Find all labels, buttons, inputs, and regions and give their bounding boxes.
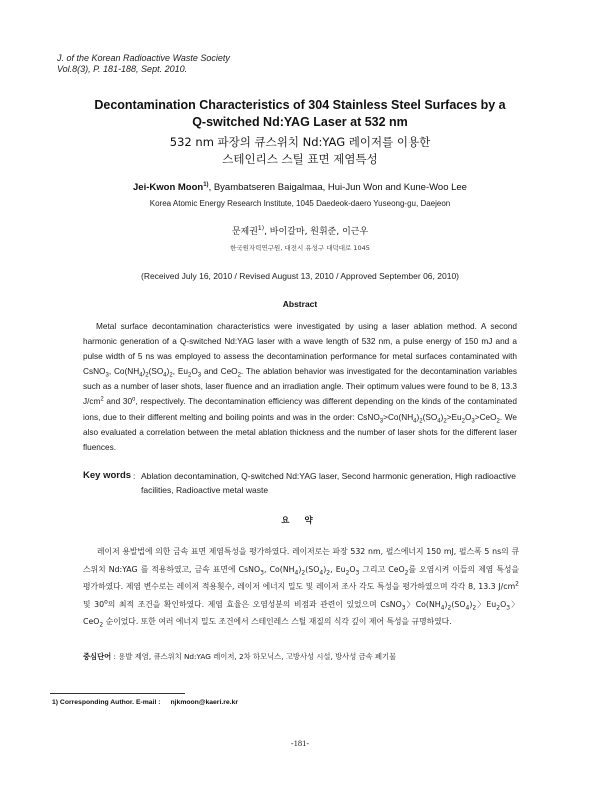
author-list — [40, 182, 560, 193]
abstract-paragraph: Metal surface decontamination characteristics were investigated by using a laser ablation method. A second harmonic generation of a Q-switched Nd:YAG laser with a wave length of 532 nm, a pulse energy of 150 mJ and a pulse width of 5 ns was employed to assess the decontamination performance for metal surfaces contaminated with CsNO$_3$, $Co(NH_4)_2(SO_4)_2$, $Eu_2O_3$ and CeO$_2$. The ablation behavior was investigated for the decontamination variables such as a number of laser shots, laser fluence and an irradiation angle. Their optimum values were found to be 8, 13.3 $J/cm^2$ and 30$^o$, respectively. The decontamination efficiency was different depending on the kinds of the contaminated ions, due to their different melting and boiling points and was in the order: $CsNO_3>Co(NH_4)_2(SO_4)_2>Eu_2O_3>CeO_2$. We also evaluated a correlation between the metal ablation thickness and the number of laser shots for the different laser fluences. — [83, 322, 518, 452]
korean-keywords — [83, 652, 523, 662]
keywords-colon: : — [133, 471, 136, 481]
co-authors: , Byambatseren Baigalmaa, Hui-Jun Won and Kune-Woo Lee — [208, 182, 467, 194]
english-title-line-1: Decontamination Characteristics of 304 Stainless Steel Surfaces by a — [94, 98, 506, 112]
received-dates: (Received July 16, 2010 / Revised August 13, 2010 / Approved September 06, 2010) — [140, 271, 459, 281]
korean-author-list — [40, 224, 560, 237]
korean-title-line-1: 532 nm 파장의 큐스위치 Nd:YAG 레이저를 이용한 — [169, 135, 431, 149]
affiliation: Korea Atomic Energy Research Institute, 1045 Daedeok-daero Yuseong-gu, Daejeon — [149, 199, 451, 208]
author-email: njkmoon@kaeri.re.kr — [170, 699, 238, 706]
korean-keywords-text: : 용발 제염, 큐스위치 Nd:YAG 레이저, 2차 하모닉스, 고방사성 시설, 방사성 금속 폐기물 — [111, 652, 397, 661]
page-number: -181- — [290, 738, 310, 748]
corresponding-mark: 1) — [203, 182, 209, 188]
korean-summary-heading: 요 약 — [281, 516, 319, 526]
keywords-label: Key words — [83, 470, 132, 481]
korean-affiliation: 한국원자력연구원, 대전시 유성구 대덕대로 1045 — [230, 244, 370, 252]
abstract-heading: Abstract — [282, 299, 318, 309]
korean-corresponding-mark: 1) — [257, 225, 265, 232]
footnote — [52, 699, 238, 706]
korean-title — [60, 134, 540, 168]
journal-name: J. of the Korean Radioactive Waste Society — [57, 53, 230, 63]
korean-summary-paragraph: 레이저 용발법에 의한 금속 표면 제염특성을 평가하였다. 레이저로는 파장 532 nm, 펄스에너지 150 mJ, 펄스폭 5 ns의 큐스위치 Nd:YAG 를 적용하였고, 금속 표면에 CsNO$_3$, $Co(NH_4)_2(SO_4)_2$, $Eu_2O_3$ 그리고 CeO$_2$를 오염시켜 이들의 제염 특성을 평가하였다. 제염 변수로는 레이저 적용횟수, 레이저 에너지 밀도 및 레이저 조사 각도 특성을 평가하였으며 각각 8, 13.3 $J/cm^2$ 및 30$^o$의 최적 조건을 확인하였다. 제염 효율은 오염성분의 비점과 관련이 있었으며 CsNO$_3$〉$Co(NH_4)_2(SO_4)_2$〉$Eu_2O_3$〉CeO$_2$ 순이었다. 또한 여러 에너지 밀도 조건에서 스테인레스 스틸 재질의 식각 깊이 제어 특성을 규명하였다. — [83, 547, 520, 629]
footnote-divider — [50, 693, 185, 694]
english-title — [60, 97, 540, 131]
keywords — [83, 469, 519, 497]
korean-corresponding-author: 문제권 — [231, 227, 258, 237]
keywords-text: Ablation decontamination, Q-switched Nd:YAG laser, Second harmonic generation, High radioactive facilities, Radioactive metal waste — [141, 471, 516, 495]
journal-citation — [57, 53, 230, 75]
korean-title-line-2: 스테인리스 스틸 표면 제염특성 — [222, 152, 378, 166]
journal-volume: Vol.8(3), P. 181-188, Sept. 2010. — [57, 64, 188, 74]
footnote-label: 1) Corresponding Author. E-mail : — [52, 699, 161, 706]
korean-summary-body — [83, 543, 519, 631]
english-title-line-2: Q-switched Nd:YAG Laser at 532 nm — [192, 115, 408, 129]
corresponding-author: Jei-Kwon Moon — [133, 182, 204, 194]
korean-keywords-label: 중심단어 — [83, 652, 112, 661]
korean-co-authors: , 바이갈마, 원휘준, 이근우 — [264, 227, 369, 237]
abstract-body — [83, 319, 517, 455]
